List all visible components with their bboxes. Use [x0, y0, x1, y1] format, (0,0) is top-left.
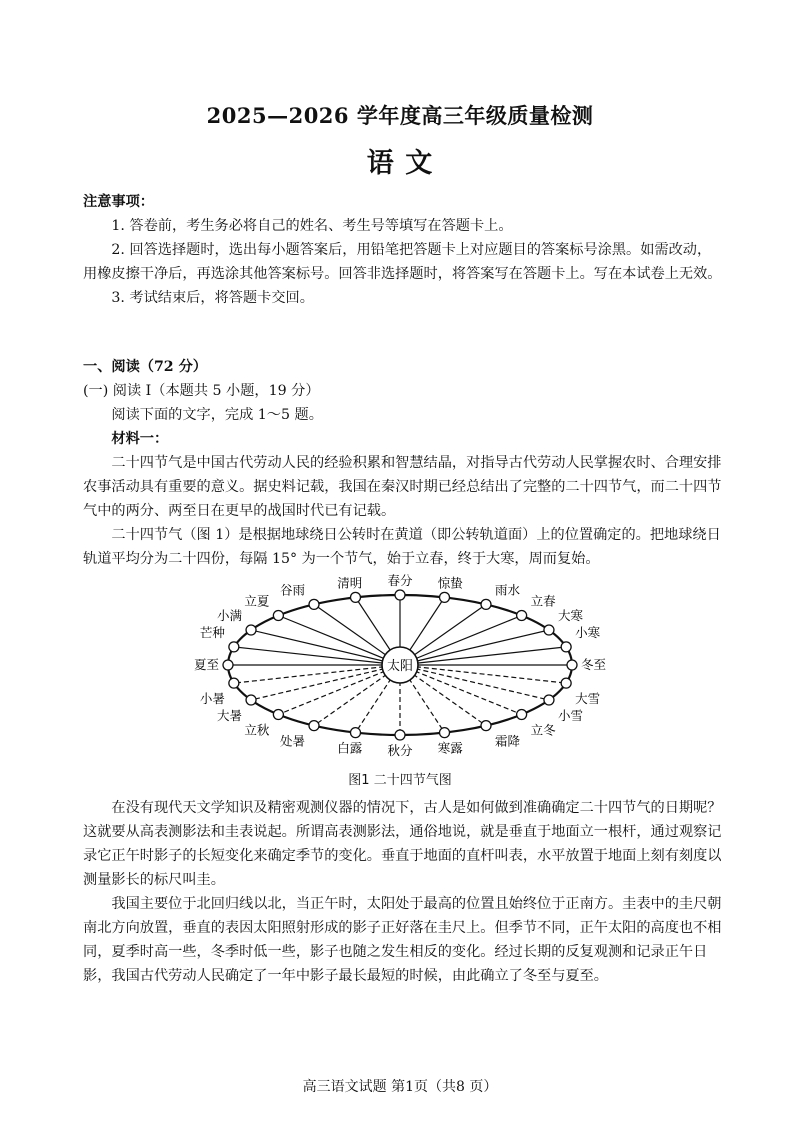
term-point — [246, 625, 256, 635]
reading-section — [83, 355, 723, 571]
term-point — [246, 695, 256, 705]
page-footer: 高三语文试题 第1页（共8 页） — [302, 1079, 498, 1095]
paragraph: 在没有现代天文学知识及精密观测仪器的情况下，古人是如何做到准确确定二十四节气的日期呢？这就要从高表测影法和圭表说起。所谓高表测影法，通俗地说，就是垂直于地面立一根杆，通过观察记录它正午时影子的长短变化来确定季节的变化。垂直于地面的直杆叫表，水平放置于地面上刻有刻度以测量影长的标尺叫圭。 — [83, 800, 722, 888]
term-point — [561, 678, 571, 688]
term-point — [229, 642, 239, 652]
notice-item: 2. 回答选择题时，选出每小题答案后，用铅笔把答题卡上对应题目的答案标号涂黑。如需改动，用橡皮擦干净后，再选涂其他答案标号。回答非选择题时，将答案写在答题卡上。写在本试卷上无效。 — [83, 242, 722, 282]
term-label: 立冬 — [530, 722, 556, 738]
term-label: 谷雨 — [279, 582, 305, 598]
term-label: 立秋 — [244, 722, 270, 738]
instruction-text: 阅读下面的文字，完成 1～5 题。 — [111, 407, 323, 423]
term-point — [440, 592, 450, 602]
term-label: 夏至 — [193, 657, 219, 672]
term-point — [395, 590, 405, 600]
solar-terms-diagram — [150, 565, 650, 765]
term-spoke — [400, 665, 566, 683]
term-label: 寒露 — [437, 740, 463, 756]
term-point — [567, 660, 577, 670]
term-point — [544, 625, 554, 635]
term-label: 小寒 — [575, 624, 601, 640]
exam-subject: 语 文 — [366, 148, 434, 179]
term-label: 处暑 — [279, 733, 305, 749]
sub-section-heading: (一) 阅读 Ⅰ（本题共 5 小题，19 分） — [83, 383, 320, 399]
figure-caption: 图1 二十四节气图 — [348, 773, 452, 788]
notice-section — [83, 190, 723, 310]
term-spoke — [234, 647, 400, 665]
notice-item: 1. 答卷前，考生务必将自己的姓名、考生号等填写在答题卡上。 — [111, 218, 513, 234]
term-label: 大雪 — [575, 691, 601, 707]
term-label: 清明 — [337, 575, 363, 591]
paragraph: 我国主要位于北回归线以北，当正午时，太阳处于最高的位置且始终位于正南方。圭表中的圭尺朝南北方向放置，垂直的表因太阳照射形成的影子正好落在圭尺上。但季节不同，正午太阳的高度也不相同，夏季时高一些，冬季时低一些，影子也随之发生相反的变化。经过长期的反复观测和记录正午日影，我国古代劳动人民确定了一年中影子最长最短的时候，由此确立了冬至与夏至。 — [83, 896, 722, 984]
sun-label: 太阳 — [386, 659, 414, 674]
term-point — [309, 721, 319, 731]
term-spoke — [400, 647, 566, 665]
term-label: 立春 — [530, 593, 556, 609]
term-point — [350, 728, 360, 738]
term-label: 大暑 — [217, 708, 243, 723]
term-label: 大寒 — [557, 608, 583, 623]
term-point — [395, 730, 405, 740]
term-label: 冬至 — [581, 657, 607, 672]
term-label: 秋分 — [387, 743, 413, 758]
term-point — [481, 599, 491, 609]
exam-title: 2025—2026 学年度高三年级质量检测 — [206, 103, 594, 128]
term-point — [561, 642, 571, 652]
term-point — [273, 709, 283, 719]
term-point — [309, 599, 319, 609]
notice-heading: 注意事项： — [83, 194, 154, 210]
paragraph: 二十四节气（图 1）是根据地球绕日公转时在黄道（即公转轨道面）上的位置确定的。把地球绕日轨道平均分为二十四份，每隔 15° 为一个节气，始于立春，终于大寒，周而复始。 — [83, 527, 721, 567]
term-point — [273, 611, 283, 621]
reading-continued — [83, 796, 723, 988]
term-label: 芒种 — [199, 624, 225, 640]
term-point — [229, 678, 239, 688]
term-point — [440, 728, 450, 738]
notice-item: 3. 考试结束后，将答题卡交回。 — [111, 290, 314, 306]
paragraph: 二十四节气是中国古代劳动人民的经验积累和智慧结晶，对指导古代劳动人民掌握农时、合理安排农事活动具有重要的意义。据史料记载，我国在秦汉时期已经总结出了完整的二十四节气，而二十四节气中的两分、两至日在更早的战国时代已有记载。 — [83, 455, 722, 519]
material-label: 材料一： — [111, 431, 169, 447]
term-label: 立夏 — [244, 593, 270, 609]
term-point — [223, 660, 233, 670]
term-label: 雨水 — [495, 582, 521, 598]
term-point — [517, 709, 527, 719]
term-point — [544, 695, 554, 705]
term-label: 春分 — [387, 573, 413, 588]
term-point — [517, 611, 527, 621]
term-point — [350, 592, 360, 602]
term-spoke — [234, 665, 400, 683]
term-label: 惊蛰 — [437, 575, 463, 591]
term-label: 霜降 — [495, 733, 521, 749]
term-label: 小雪 — [557, 708, 583, 723]
term-point — [481, 721, 491, 731]
term-label: 小满 — [217, 608, 243, 623]
section-heading: 一、阅读（72 分） — [83, 359, 207, 375]
term-label: 小暑 — [199, 691, 225, 707]
term-label: 白露 — [337, 740, 363, 756]
